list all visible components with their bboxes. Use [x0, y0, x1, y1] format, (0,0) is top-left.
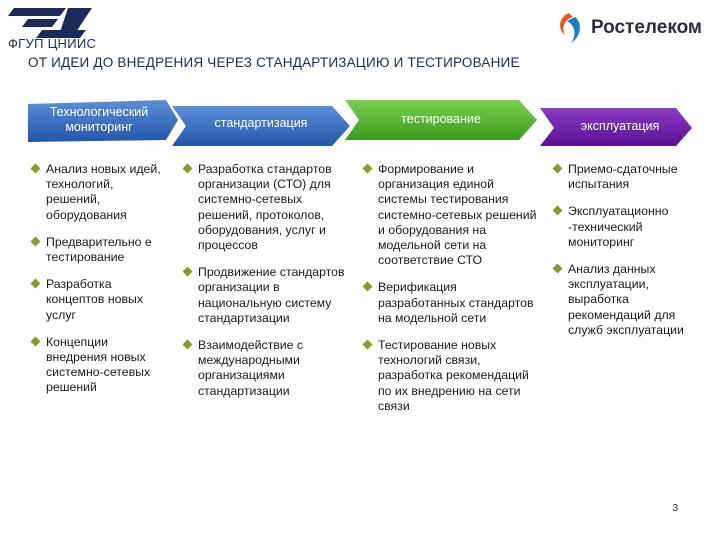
brand-logo — [553, 8, 702, 48]
diamond-bullet-icon — [363, 164, 373, 174]
diamond-bullet-icon — [31, 336, 41, 346]
list-item — [182, 338, 350, 399]
diamond-bullet-icon — [553, 206, 563, 216]
list-item — [30, 335, 170, 396]
bullet-list — [552, 162, 692, 338]
list-item — [552, 204, 692, 250]
column-testing — [362, 162, 542, 426]
list-item-text: Разработка стандартов организации (СТО) для системно-сетевых решений, протоколов, оборудования, услуг и процессов — [198, 162, 332, 253]
bullet-list — [182, 162, 350, 399]
bullet-list — [362, 162, 542, 414]
list-item — [182, 265, 350, 326]
diamond-bullet-icon — [553, 264, 563, 274]
list-item-text: Верификация разработанных стандартов на модельной сети — [378, 280, 534, 325]
stage-monitoring — [28, 100, 178, 146]
list-item-text: Анализ новых идей, технологий, решений, оборудования — [46, 162, 161, 222]
stage-label: тестирование — [401, 111, 481, 126]
stage-label: эксплуатация — [580, 118, 660, 133]
list-item-text: Разработка концептов новых услуг — [46, 277, 143, 322]
stage-operation — [540, 100, 692, 146]
list-item-text: Концепции внедрения новых системно-сетевых решений — [46, 334, 151, 395]
list-item — [182, 162, 350, 253]
list-item — [362, 162, 542, 268]
brand-name: Ростелеком — [590, 17, 702, 38]
list-item-text: Предварительно е тестирование — [46, 234, 152, 265]
stage-standardization — [172, 100, 350, 146]
list-item-text: Эксплуатационно -технический мониторинг — [568, 204, 669, 249]
list-item-text: Формирование и организация единой системы тестирования системно-сетевых решений и оборудования на модельной сети на соответствие СТО — [378, 162, 537, 268]
list-item — [30, 162, 170, 223]
slide-title: ОТ ИДЕИ ДО ВНЕДРЕНИЯ ЧЕРЕЗ СТАНДАРТИЗАЦИЮ И ТЕСТИРОВАНИЕ — [28, 55, 520, 70]
list-item — [362, 338, 542, 414]
org-name: ФГУП ЦНИИС — [8, 36, 97, 51]
diamond-bullet-icon — [183, 267, 193, 277]
bullet-list — [30, 162, 170, 396]
diamond-bullet-icon — [363, 340, 373, 350]
diamond-bullet-icon — [183, 340, 193, 350]
column-standardization — [182, 162, 350, 411]
diamond-bullet-icon — [363, 282, 373, 292]
list-item-text: Продвижение стандартов организации в национальную систему стандартизации — [198, 265, 345, 325]
stage-label: стандартизация — [214, 115, 308, 130]
diamond-bullet-icon — [31, 164, 41, 174]
org-logo — [8, 4, 94, 40]
stage-testing — [345, 100, 537, 146]
diamond-bullet-icon — [31, 236, 41, 246]
diamond-bullet-icon — [553, 164, 563, 174]
diamond-bullet-icon — [31, 279, 41, 289]
list-item — [552, 162, 692, 192]
list-item — [30, 277, 170, 323]
list-item — [362, 280, 542, 326]
page-number: 3 — [672, 503, 678, 514]
org-logo-graphic — [8, 4, 94, 40]
diamond-bullet-icon — [183, 164, 193, 174]
list-item-text: Тестирование новых технологий связи, разработка рекомендаций по их внедрению на сети связи — [378, 338, 529, 413]
list-item-text: Анализ данных эксплуатации, выработка рекомендаций для служб эксплуатации — [568, 262, 684, 337]
stage-label: Технологический мониторинг — [49, 105, 149, 134]
brand-swirl-icon — [553, 11, 585, 45]
list-item — [30, 235, 170, 265]
list-item-text: Взаимодействие с международными организациями стандартизации — [198, 338, 304, 398]
list-item — [552, 262, 692, 338]
column-operation — [552, 162, 692, 350]
list-item-text: Приемо-сдаточные испытания — [568, 162, 678, 192]
column-monitoring — [30, 162, 170, 408]
